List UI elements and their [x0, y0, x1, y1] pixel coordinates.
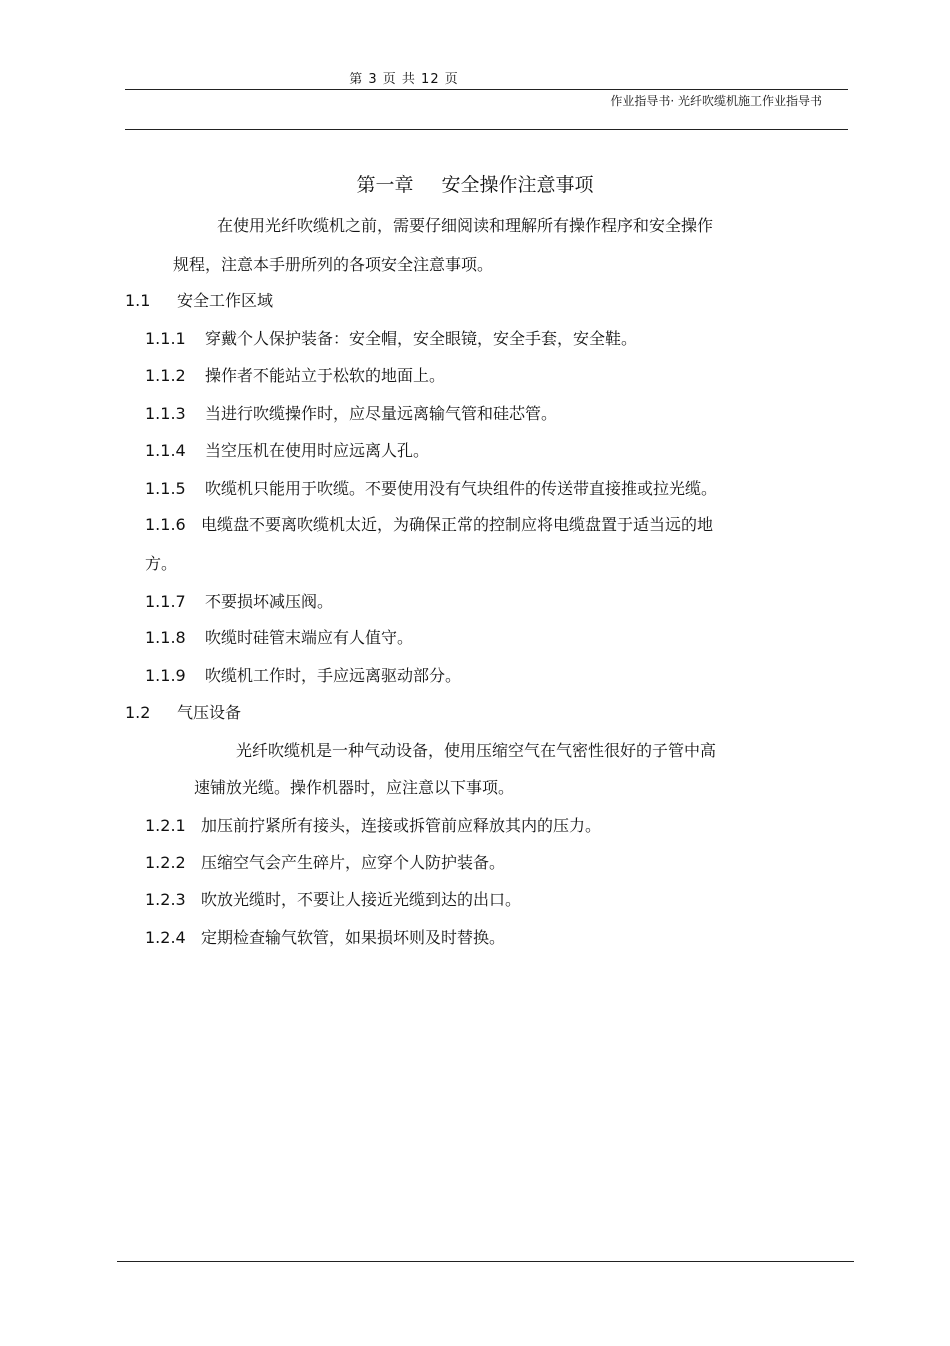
list-item-1-2-1 [145, 813, 601, 836]
section-number: 1.1 [125, 291, 151, 310]
header-rule-bottom [125, 129, 848, 130]
item-number: 1.1.3 [145, 404, 186, 423]
section-number: 1.2 [125, 703, 151, 722]
item-number: 1.2.2 [145, 853, 186, 872]
section-heading-1-2 [125, 700, 241, 723]
item-text: 不要损坏减压阀。 [205, 592, 334, 611]
item-text: 吹缆机工作时，手应远离驱动部分。 [205, 666, 462, 685]
page-info: 第 3 页 共 12 页 [349, 72, 459, 87]
item-number: 1.1.8 [145, 628, 186, 647]
item-number: 1.2.4 [145, 928, 186, 947]
list-item-1-1-3 [145, 401, 557, 424]
item-number: 1.1.2 [145, 366, 186, 385]
list-item-1-2-4 [145, 925, 505, 948]
chapter-number: 第一章 [356, 174, 414, 196]
item-text: 加压前拧紧所有接头，连接或拆管前应释放其内的压力。 [201, 816, 602, 835]
section-1-2-intro-line-1: 光纤吹缆机是一种气动设备，使用压缩空气在气密性很好的子管中高 [236, 741, 717, 760]
item-number: 1.2.3 [145, 890, 186, 909]
list-item-1-2-2 [145, 850, 505, 873]
item-number: 1.1.6 [145, 515, 186, 534]
section-title: 安全工作区域 [177, 291, 274, 310]
list-item-1-1-6-continuation: 方。 [145, 554, 178, 573]
list-item-1-1-6 [145, 512, 713, 535]
item-number: 1.1.9 [145, 666, 186, 685]
footer-rule [117, 1261, 854, 1262]
item-number: 1.1.1 [145, 329, 186, 348]
item-text: 压缩空气会产生碎片，应穿个人防护装备。 [201, 853, 506, 872]
item-text: 吹放光缆时，不要让人接近光缆到达的出口。 [201, 890, 522, 909]
item-text: 当进行吹缆操作时，应尽量远离输气管和硅芯管。 [205, 404, 558, 423]
header-rule-top [125, 89, 848, 90]
intro-line-1: 在使用光纤吹缆机之前，需要仔细阅读和理解所有操作程序和安全操作 [217, 216, 714, 235]
item-text: 定期检查输气软管，如果损坏则及时替换。 [201, 928, 506, 947]
list-item-1-1-1 [145, 326, 637, 349]
section-1-2-intro-line-2: 速铺放光缆。操作机器时，应注意以下事项。 [194, 778, 515, 797]
item-text: 电缆盘不要离吹缆机太近，为确保正常的控制应将电缆盘置于适当远的地 [201, 515, 714, 534]
item-number: 1.2.1 [145, 816, 186, 835]
item-text: 吹缆时硅管末端应有人值守。 [205, 628, 414, 647]
list-item-1-2-3 [145, 887, 521, 910]
list-item-1-1-2 [145, 363, 445, 386]
list-item-1-1-5 [145, 476, 717, 499]
document-label: 作业指导书· 光纤吹缆机施工作业指导书 [610, 94, 822, 108]
item-number: 1.1.5 [145, 479, 186, 498]
item-text: 穿戴个人保护装备：安全帽，安全眼镜，安全手套，安全鞋。 [205, 329, 638, 348]
chapter-heading [0, 170, 950, 197]
list-item-1-1-7 [145, 589, 333, 612]
list-item-1-1-4 [145, 438, 429, 461]
list-item-1-1-9 [145, 663, 461, 686]
item-text: 吹缆机只能用于吹缆。不要使用没有气块组件的传送带直接推或拉光缆。 [205, 479, 718, 498]
intro-line-2: 规程，注意本手册所列的各项安全注意事项。 [173, 255, 494, 274]
chapter-title: 安全操作注意事项 [441, 174, 594, 196]
item-number: 1.1.4 [145, 441, 186, 460]
section-heading-1-1 [125, 288, 273, 311]
item-text: 操作者不能站立于松软的地面上。 [205, 366, 446, 385]
item-text: 当空压机在使用时应远离人孔。 [205, 441, 430, 460]
list-item-1-1-8 [145, 625, 413, 648]
section-title: 气压设备 [177, 703, 242, 722]
item-number: 1.1.7 [145, 592, 186, 611]
